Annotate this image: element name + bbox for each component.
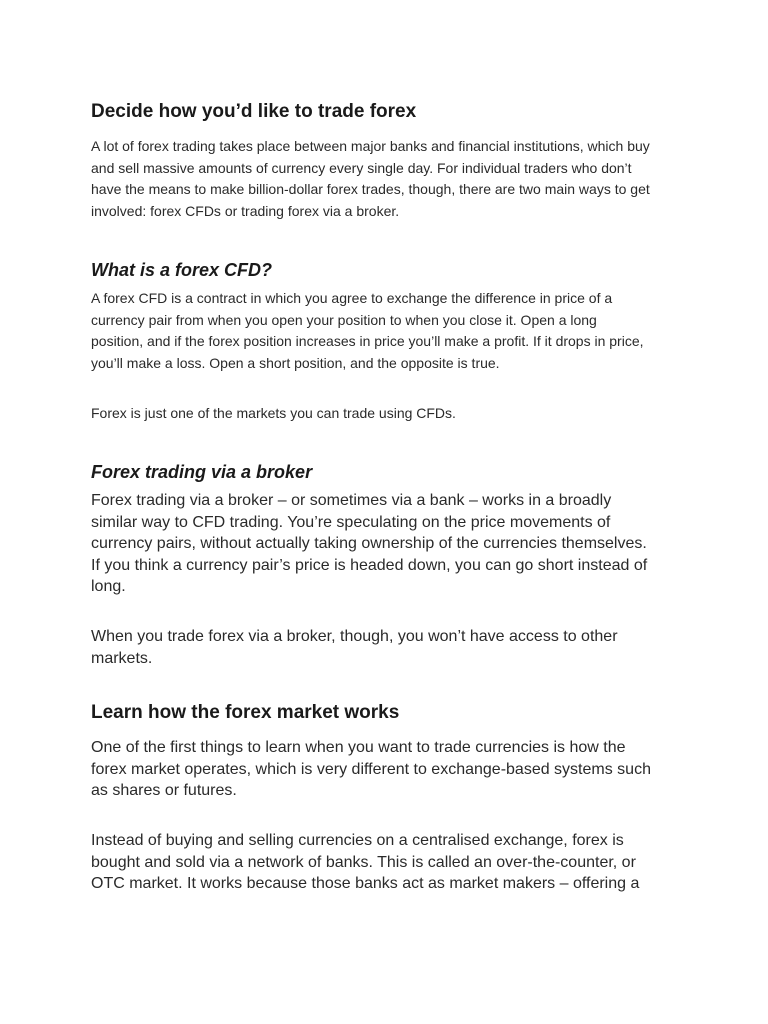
paragraph-broker-markets: When you trade forex via a broker, though, you won’t have access to other markets. (91, 628, 618, 667)
paragraph-otc-market: Instead of buying and selling currencies on a centralised exchange, forex is bought and sold via a network of banks. This is called an over-the-counter, or OTC market. It works because those banks act as market makers – offering a (91, 832, 640, 892)
paragraph-cfd-markets: Forex is just one of the markets you can trade using CFDs. (91, 405, 456, 421)
paragraph-market-operation: One of the first things to learn when you want to trade currencies is how the forex market operates, which is very different to exchange-based systems such as shares or futures. (91, 739, 651, 799)
section-heading-forex-market: Learn how the forex market works (91, 702, 400, 723)
paragraph-cfd-definition: A forex CFD is a contract in which you agree to exchange the difference in price of a currency pair from when you open your position to when you close it. Open a long position, and if the forex position increases in price you’ll make a profit. If it drops in price, you’ll make a loss. Open a short position, and the opposite is true. (91, 290, 644, 371)
section-heading-trade-forex: Decide how you’d like to trade forex (91, 101, 417, 122)
section-heading-broker: Forex trading via a broker (91, 462, 313, 482)
paragraph-broker-trading: Forex trading via a broker – or sometimes via a bank – works in a broadly similar way to CFD trading. You’re speculating on the price movements of currency pairs, without actually taking ownership of the currencies themselves. If you think a currency pair’s price is headed down, you can go short instead of long. (91, 492, 648, 595)
paragraph-intro: A lot of forex trading takes place between major banks and financial institutions, which buy and sell massive amounts of currency every single day. For individual traders who don’t have the means to make billion-dollar forex trades, though, there are two main ways to get involved: forex CFDs or trading forex via a broker. (91, 138, 650, 219)
section-heading-forex-cfd: What is a forex CFD? (91, 260, 273, 280)
